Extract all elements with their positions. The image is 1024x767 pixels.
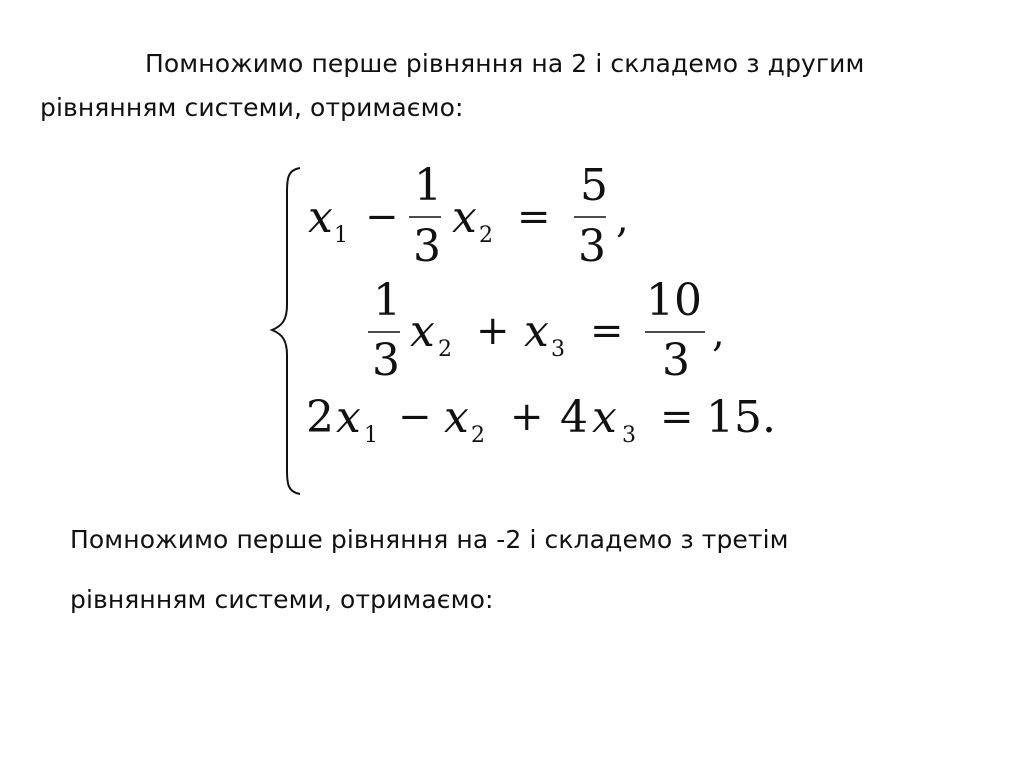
eq2-rhs-num: 10 [646,275,702,326]
eq3-eq: = [660,394,694,440]
eq1-rhs-den: 3 [578,221,606,272]
eq1-coef-num: 1 [414,160,442,211]
eq2-var2: x [524,306,549,357]
continuation-text-line-1: Помножимо перше рівняння на -2 і складемо з третім [70,525,789,554]
eq3-var2: x [444,392,469,443]
eq1-var2: x [452,192,477,243]
eq1-var1: x [308,192,333,243]
eq1-rhs-num: 5 [580,160,608,211]
eq1-coef-den: 3 [413,221,441,272]
eq3-coef1: 2 [306,392,334,443]
eq2-var1: x [410,306,435,357]
eq2-eq: = [590,308,624,354]
eq1-op1: − [365,194,399,240]
eq2-rhs-den: 3 [662,335,690,386]
eq3-op1: − [398,394,432,440]
eq3-coef3: 4 [560,392,588,443]
system-brace [272,168,300,494]
eq1-sub2: 2 [479,223,493,248]
eq2-coef-den: 3 [372,335,400,386]
eq2-op1: + [476,308,510,354]
eq1-sub1: 1 [334,223,348,248]
intro-text-line-2: рівнянням системи, отримаємо: [40,93,464,122]
eq3-sub1: 1 [364,423,378,448]
intro-text-line-1: Помножимо перше рівняння на 2 і складемо з другим [145,49,865,78]
eq2-comma: , [712,310,725,356]
eq3-rhs: 15. [706,392,776,443]
continuation-text-line-2: рівнянням системи, отримаємо: [70,585,494,614]
eq2-sub2: 3 [551,337,565,362]
equation-2 [368,275,725,386]
eq3-sub3: 3 [622,423,636,448]
eq2-sub1: 2 [438,337,452,362]
eq3-op2: + [510,394,544,440]
eq3-var3: x [592,392,617,443]
equation-1 [308,160,629,272]
eq1-comma: , [616,196,629,242]
eq3-sub2: 2 [471,423,485,448]
eq3-var1: x [336,392,361,443]
eq2-coef-num: 1 [373,275,401,326]
eq1-eq: = [517,194,551,240]
equation-3 [306,392,776,448]
